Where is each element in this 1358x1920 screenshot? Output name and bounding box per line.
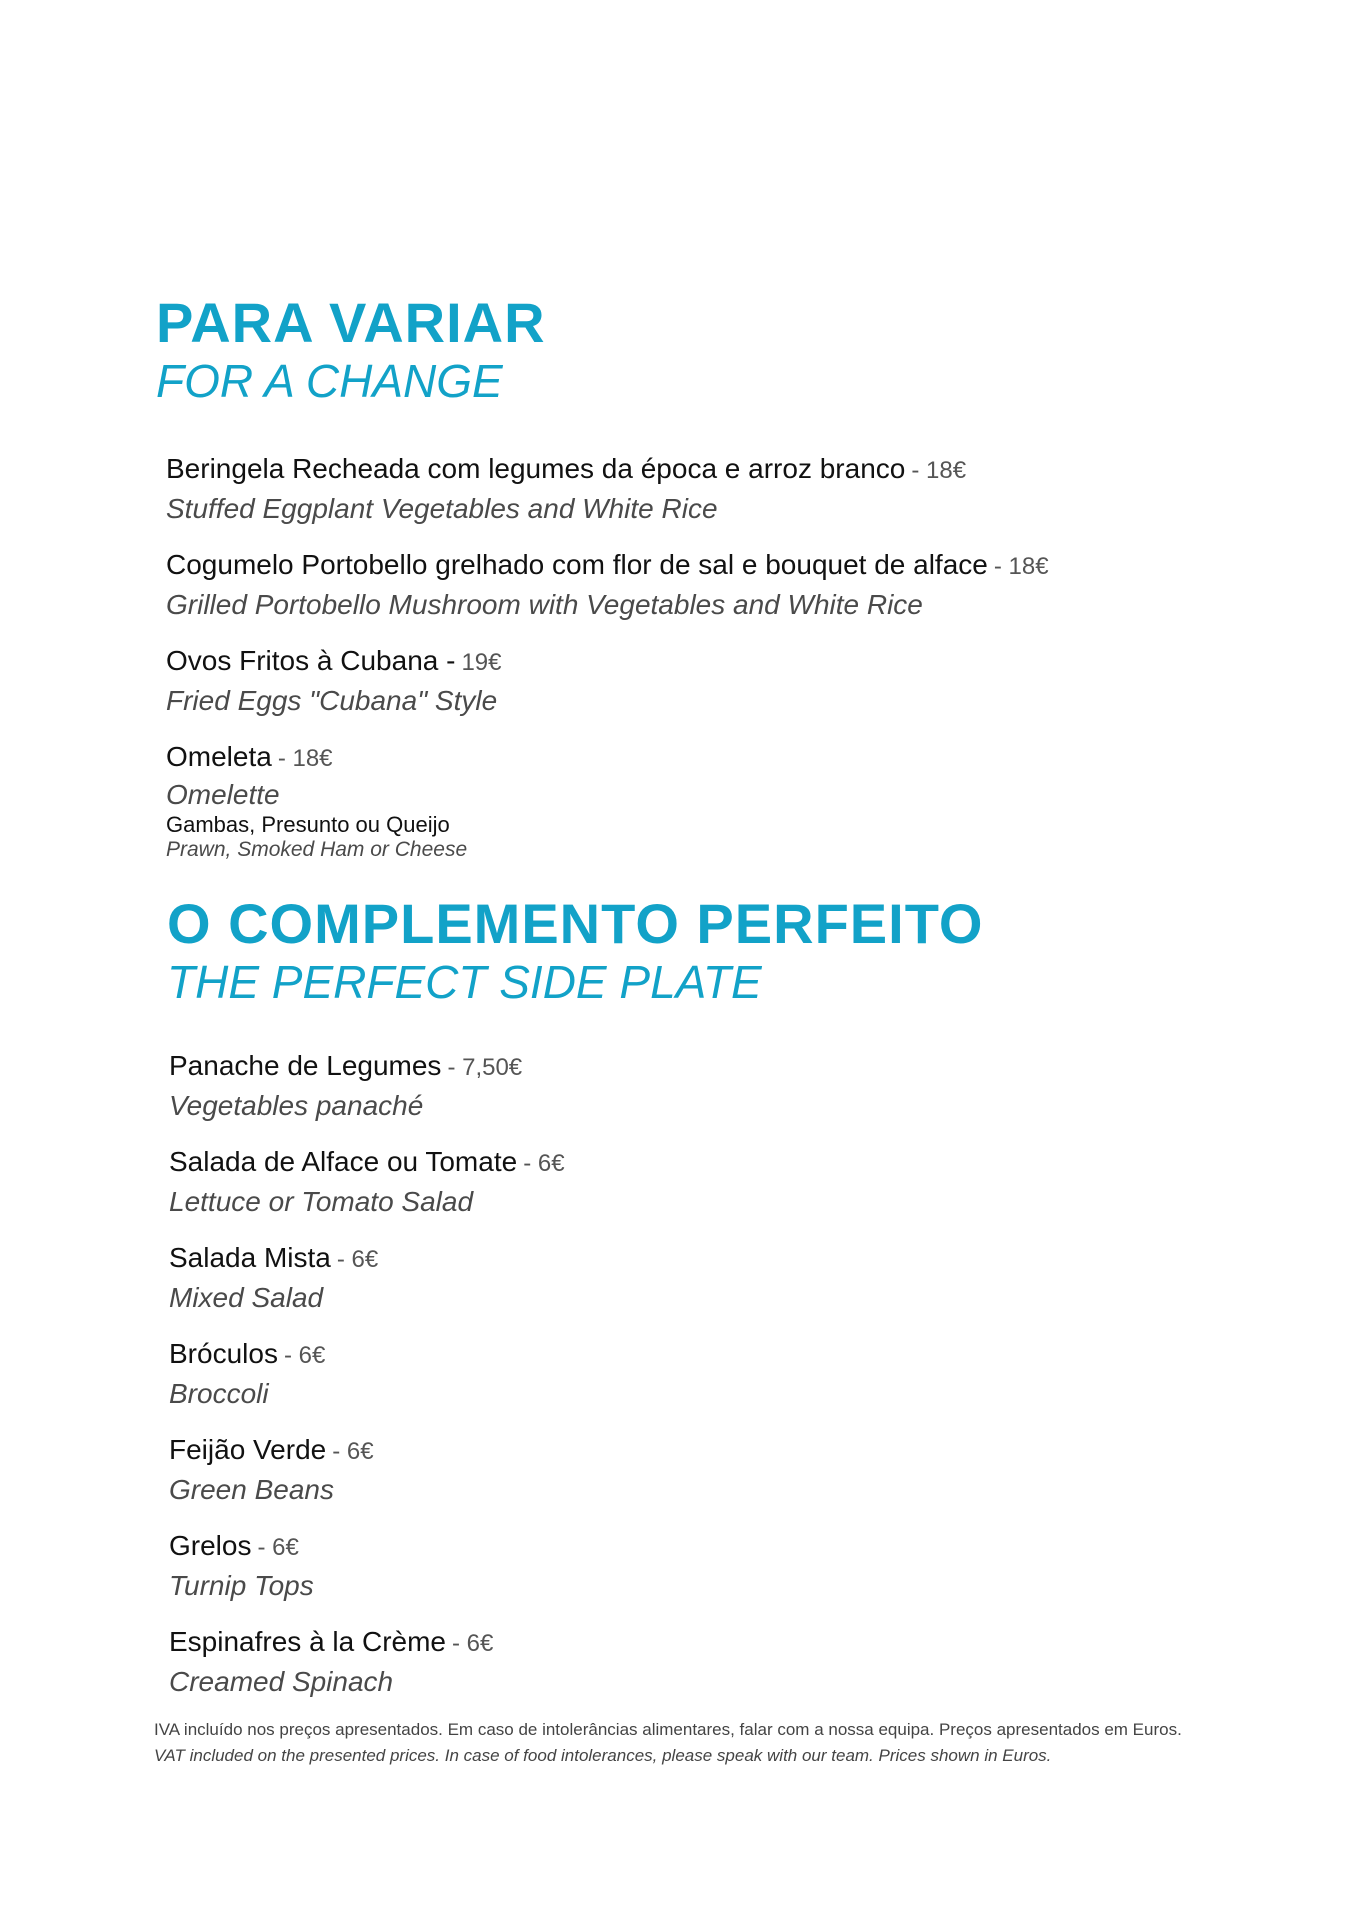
item-name: Salada Mista — [169, 1242, 331, 1273]
menu-item — [166, 738, 1358, 862]
menu-item — [169, 1623, 1358, 1701]
item-name: Feijão Verde — [169, 1434, 327, 1465]
item-translation: Omelette — [166, 779, 280, 810]
item-translation: Mixed Salad — [169, 1282, 324, 1313]
item-name: Salada de Alface ou Tomate — [169, 1146, 518, 1177]
menu-item — [166, 546, 1358, 624]
item-price: - 18€ — [993, 553, 1049, 580]
item-translation: Fried Eggs "Cubana" Style — [166, 685, 498, 716]
item-price: - 18€ — [277, 745, 333, 772]
menu-item — [169, 1335, 1358, 1413]
menu-item — [169, 1431, 1358, 1509]
item-name: Espinafres à la Crème — [169, 1626, 447, 1657]
section-subtitle: FOR A CHANGE — [156, 355, 503, 407]
item-price: - 7,50€ — [447, 1054, 523, 1081]
section-title: O COMPLEMENTO PERFEITO — [167, 892, 984, 955]
section-subtitle: THE PERFECT SIDE PLATE — [167, 956, 762, 1008]
item-translation: Grilled Portobello Mushroom with Vegetables and White Rice — [166, 589, 923, 620]
item-name: Cogumelo Portobello grelhado com flor de sal e bouquet de alface — [166, 549, 988, 580]
item-name: Ovos Fritos à Cubana - — [166, 645, 456, 676]
footer-note — [154, 1717, 1254, 1769]
footer-note-pt: IVA incluído nos preços apresentados. Em caso de intolerâncias alimentares, falar com a nossa equipa. Preços apresentados em Euros. — [154, 1720, 1182, 1739]
menu-item — [166, 642, 1358, 720]
item-options: Gambas, Presunto ou Queijo — [166, 812, 450, 837]
section-complemento-perfeito — [0, 893, 1358, 1719]
item-name: Beringela Recheada com legumes da época e arroz branco — [166, 453, 906, 484]
item-translation: Turnip Tops — [169, 1570, 314, 1601]
item-name: Panache de Legumes — [169, 1050, 442, 1081]
item-name: Omeleta — [166, 741, 272, 772]
item-translation: Broccoli — [169, 1378, 269, 1409]
menu-item — [166, 450, 1358, 528]
item-price: - 6€ — [336, 1246, 379, 1273]
item-translation: Vegetables panaché — [169, 1090, 424, 1121]
section-para-variar — [0, 292, 1358, 880]
menu-item — [169, 1239, 1358, 1317]
item-price: 19€ — [461, 649, 502, 676]
item-price: - 6€ — [257, 1534, 299, 1561]
item-price: - 6€ — [332, 1438, 374, 1465]
footer-note-en: VAT included on the presented prices. In case of food intolerances, please speak with our team. Prices shown in Euros. — [154, 1746, 1052, 1765]
menu-item — [169, 1143, 1358, 1221]
item-name: Bróculos — [169, 1338, 278, 1369]
menu-item — [169, 1527, 1358, 1605]
item-translation: Lettuce or Tomato Salad — [169, 1186, 474, 1217]
item-price: - 6€ — [283, 1342, 326, 1369]
item-price: - 6€ — [452, 1630, 494, 1657]
section-title: PARA VARIAR — [156, 291, 546, 354]
item-options-translation: Prawn, Smoked Ham or Cheese — [166, 838, 468, 861]
item-translation: Green Beans — [169, 1474, 334, 1505]
item-price: - 6€ — [523, 1150, 565, 1177]
item-translation: Stuffed Eggplant Vegetables and White Rice — [166, 493, 718, 524]
menu-item — [169, 1047, 1358, 1125]
item-name: Grelos — [169, 1530, 252, 1561]
menu-list — [0, 450, 1358, 862]
item-translation: Creamed Spinach — [169, 1666, 394, 1697]
menu-list — [0, 1047, 1358, 1701]
item-price: - 18€ — [911, 457, 967, 484]
